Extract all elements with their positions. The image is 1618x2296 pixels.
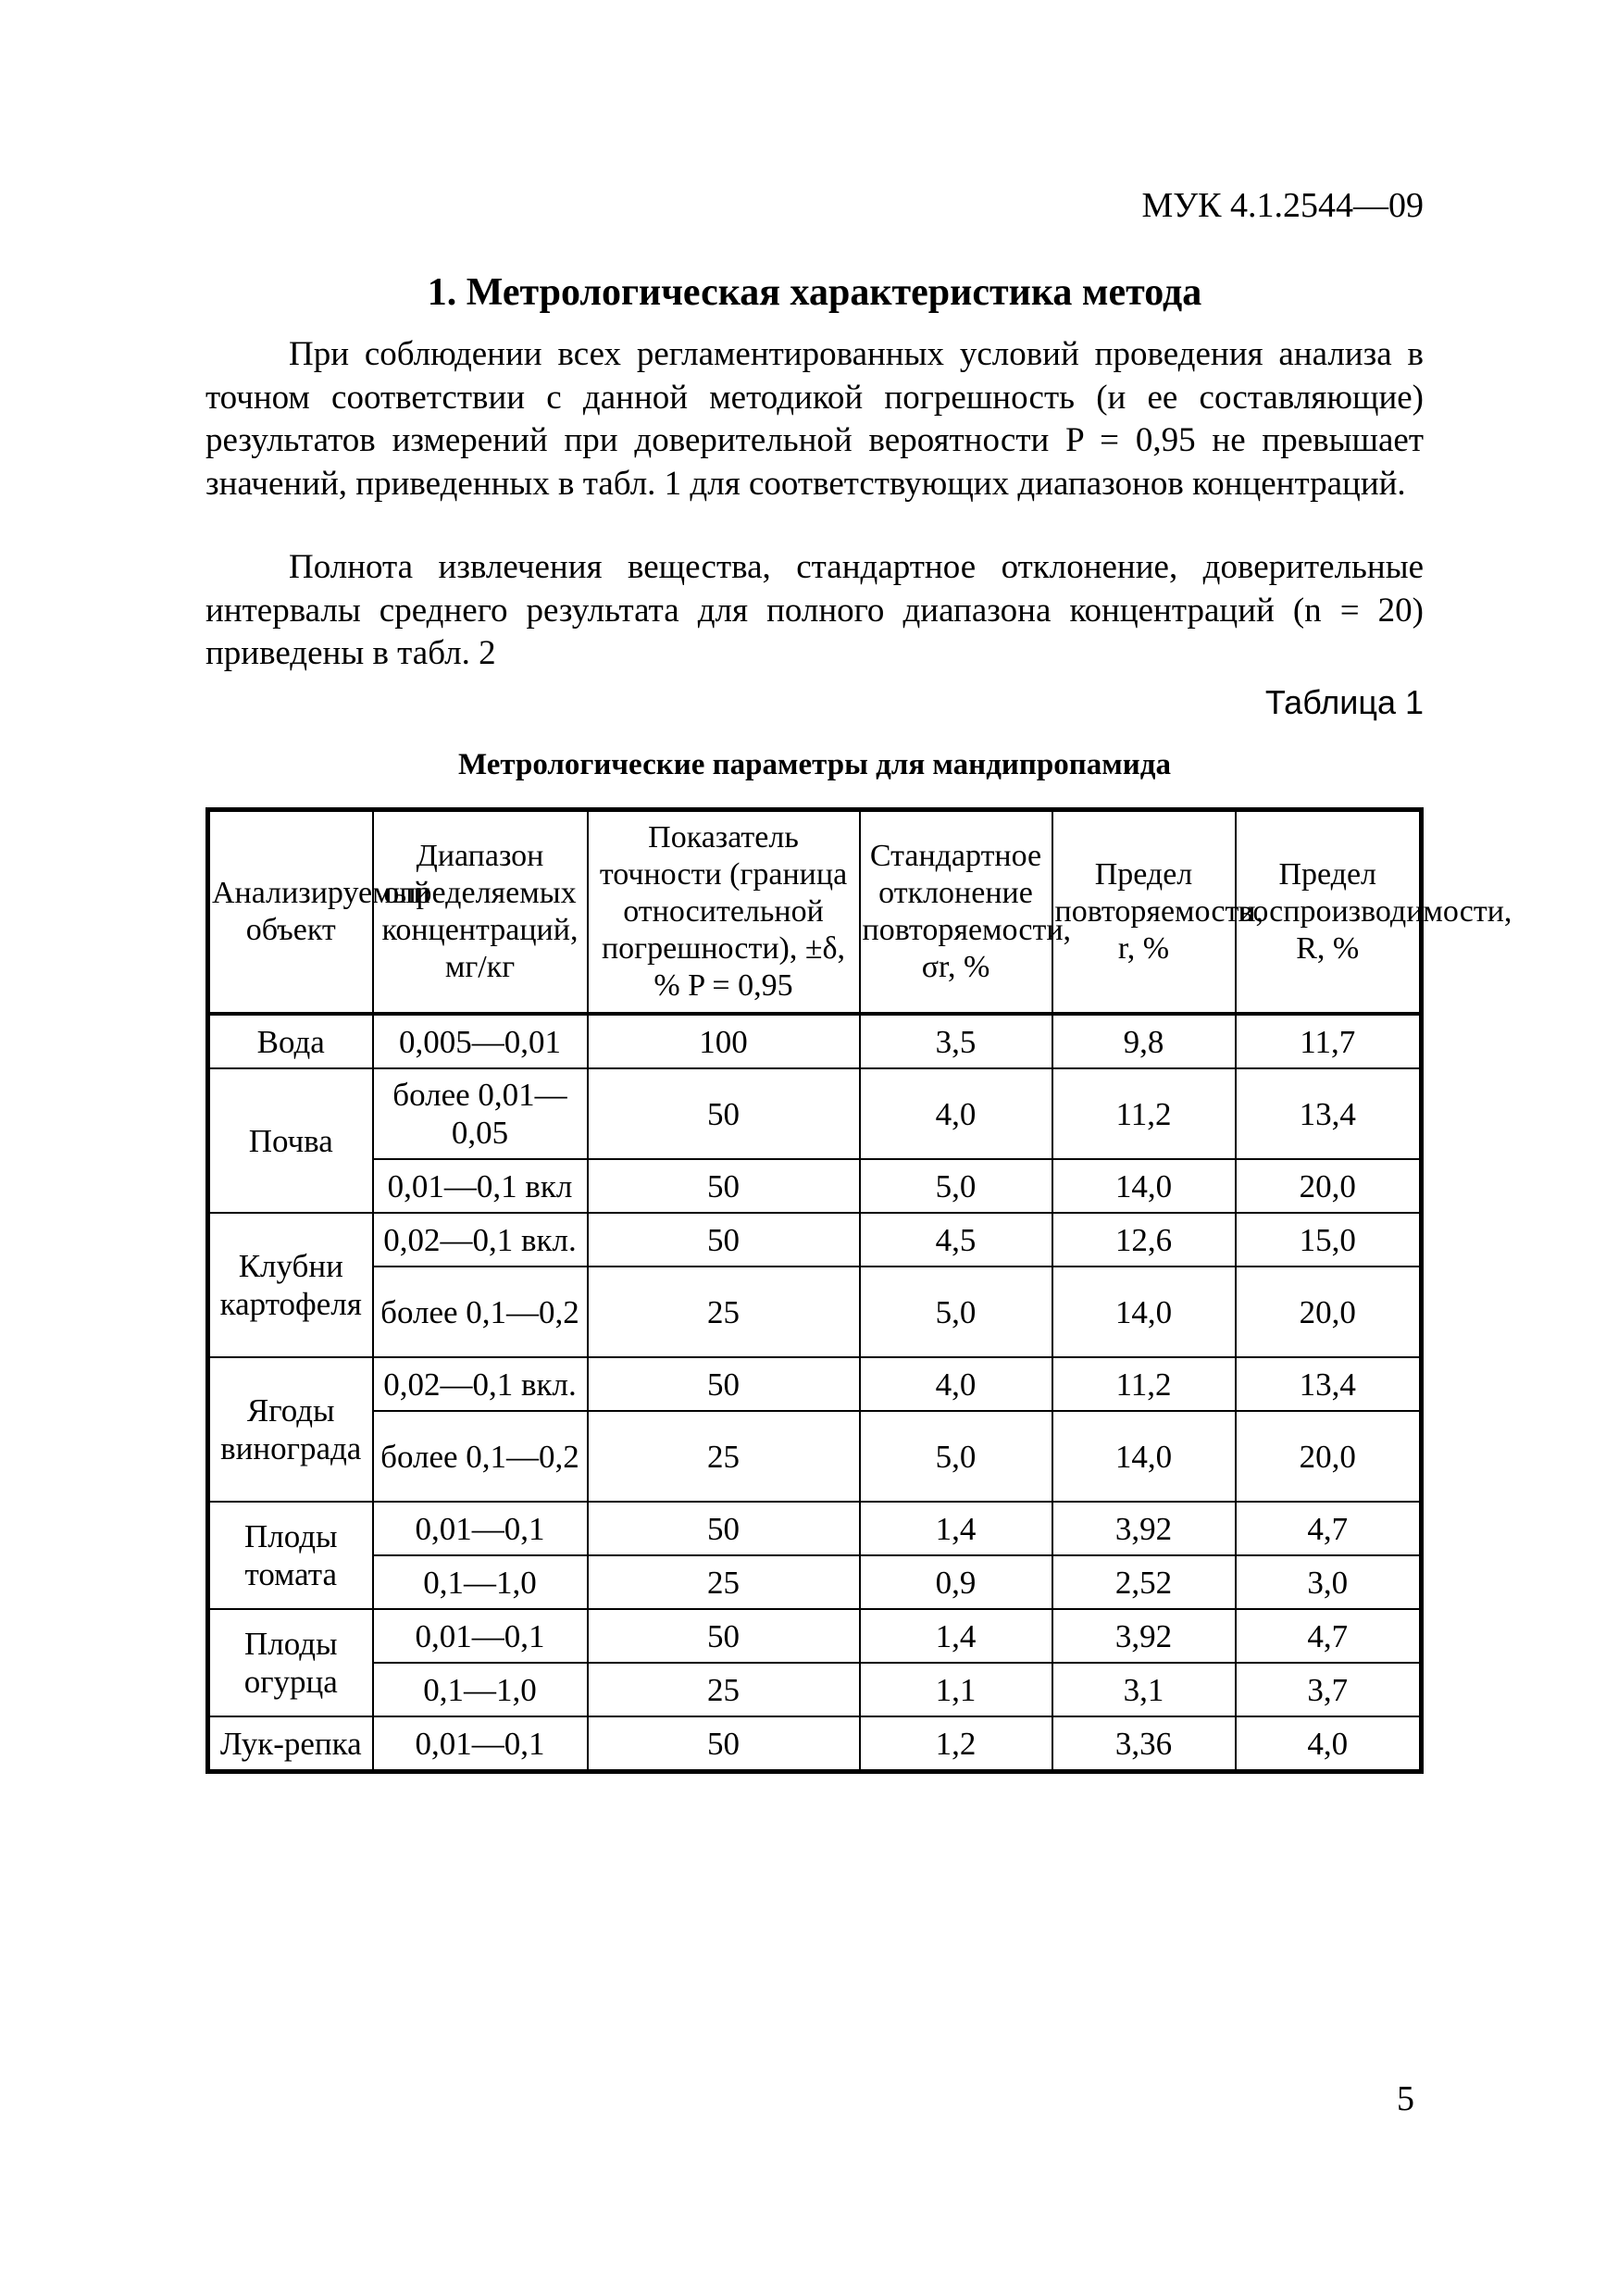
object-cell: Лук-репка [208,1716,373,1772]
object-cell: Плоды огурца [208,1609,373,1716]
range-cell: более 0,1—0,2 [373,1267,588,1357]
std-cell: 5,0 [860,1267,1052,1357]
object-cell: Почва [208,1068,373,1213]
header-reproducibility-limit: Предел воспроизводимости, R, % [1236,810,1422,1015]
table-row [208,1502,1422,1555]
table-row [208,1716,1422,1772]
object-cell: Плоды томата [208,1502,373,1609]
header-std-deviation: Стандартное отклонение повторяемости, σr, % [860,810,1052,1015]
repeat-cell: 3,36 [1052,1716,1236,1772]
table-row [208,1159,1422,1213]
reprod-cell: 4,7 [1236,1502,1422,1555]
range-cell: 0,01—0,1 вкл [373,1159,588,1213]
repeat-cell: 11,2 [1052,1357,1236,1411]
repeat-cell: 2,52 [1052,1555,1236,1609]
table-row [208,1411,1422,1502]
reprod-cell: 20,0 [1236,1411,1422,1502]
accuracy-cell: 25 [588,1267,860,1357]
document-code: МУК 4.1.2544—09 [1141,186,1424,225]
object-cell: Ягоды винограда [208,1357,373,1502]
repeat-cell: 11,2 [1052,1068,1236,1159]
table-row [208,1357,1422,1411]
range-cell: 0,02—0,1 вкл. [373,1213,588,1267]
accuracy-cell: 50 [588,1502,860,1555]
repeat-cell: 3,92 [1052,1609,1236,1663]
table-row [208,1609,1422,1663]
accuracy-cell: 50 [588,1213,860,1267]
repeat-cell: 3,92 [1052,1502,1236,1555]
range-cell: 0,01—0,1 [373,1502,588,1555]
section-title: 1. Метрологическая характеристика метода [427,271,1202,314]
header-accuracy: Показатель точности (граница относительной погрешности), ±δ, % P = 0,95 [588,810,860,1015]
repeat-cell: 14,0 [1052,1159,1236,1213]
std-cell: 4,0 [860,1068,1052,1159]
header-object: Анализируемый объект [208,810,373,1015]
table-row [208,1663,1422,1716]
reprod-cell: 20,0 [1236,1267,1422,1357]
paragraph-1: При соблюдении всех регламентированных условий проведения анализа в точном соответствии с данной методикой погрешность (и ее составляющие) результатов измерений при доверительной вероятности P = 0,95 не превышает значений, приведенных в табл. 1 для соответствующих диапазонов концентраций. [205,335,1424,503]
reprod-cell: 15,0 [1236,1213,1422,1267]
range-cell: 0,005—0,01 [373,1014,588,1068]
accuracy-cell: 25 [588,1555,860,1609]
range-cell: более 0,01—0,05 [373,1068,588,1159]
accuracy-cell: 50 [588,1068,860,1159]
accuracy-cell: 25 [588,1663,860,1716]
std-cell: 1,2 [860,1716,1052,1772]
accuracy-cell: 50 [588,1357,860,1411]
std-cell: 3,5 [860,1014,1052,1068]
std-cell: 1,1 [860,1663,1052,1716]
reprod-cell: 4,7 [1236,1609,1422,1663]
table-row [208,1555,1422,1609]
reprod-cell: 20,0 [1236,1159,1422,1213]
table-row [208,1014,1422,1068]
repeat-cell: 3,1 [1052,1663,1236,1716]
header-repeatability-limit: Предел повторяемости, r, % [1052,810,1236,1015]
std-cell: 1,4 [860,1609,1052,1663]
reprod-cell: 3,0 [1236,1555,1422,1609]
accuracy-cell: 50 [588,1159,860,1213]
table-row [208,1068,1422,1159]
range-cell: 0,01—0,1 [373,1609,588,1663]
reprod-cell: 11,7 [1236,1014,1422,1068]
paragraph-2: Полнота извлечения вещества, стандартное отклонение, доверительные интервалы среднего результата для полного диапазона концентраций (n = 20) приведены в табл. 2 [205,548,1424,672]
reprod-cell: 3,7 [1236,1663,1422,1716]
std-cell: 5,0 [860,1411,1052,1502]
accuracy-cell: 100 [588,1014,860,1068]
header-range: Диапазон определяемых концентраций, мг/кг [373,810,588,1015]
table-row [208,1267,1422,1357]
repeat-cell: 14,0 [1052,1267,1236,1357]
accuracy-cell: 50 [588,1716,860,1772]
metrology-table [205,807,1512,1774]
table-caption: Метрологические параметры для мандипропамида [458,748,1171,781]
std-cell: 0,9 [860,1555,1052,1609]
std-cell: 1,4 [860,1502,1052,1555]
std-cell: 5,0 [860,1159,1052,1213]
object-cell: Клубни картофеля [208,1213,373,1357]
std-cell: 4,5 [860,1213,1052,1267]
page-number: 5 [1397,2079,1414,2118]
table-label: Таблица 1 [1264,683,1424,721]
range-cell: 0,01—0,1 [373,1716,588,1772]
reprod-cell: 13,4 [1236,1357,1422,1411]
object-cell: Вода [208,1014,373,1068]
accuracy-cell: 25 [588,1411,860,1502]
range-cell: 0,1—1,0 [373,1663,588,1716]
range-cell: более 0,1—0,2 [373,1411,588,1502]
range-cell: 0,1—1,0 [373,1555,588,1609]
std-cell: 4,0 [860,1357,1052,1411]
repeat-cell: 9,8 [1052,1014,1236,1068]
repeat-cell: 12,6 [1052,1213,1236,1267]
repeat-cell: 14,0 [1052,1411,1236,1502]
accuracy-cell: 50 [588,1609,860,1663]
reprod-cell: 4,0 [1236,1716,1422,1772]
range-cell: 0,02—0,1 вкл. [373,1357,588,1411]
reprod-cell: 13,4 [1236,1068,1422,1159]
table-row [208,1213,1422,1267]
